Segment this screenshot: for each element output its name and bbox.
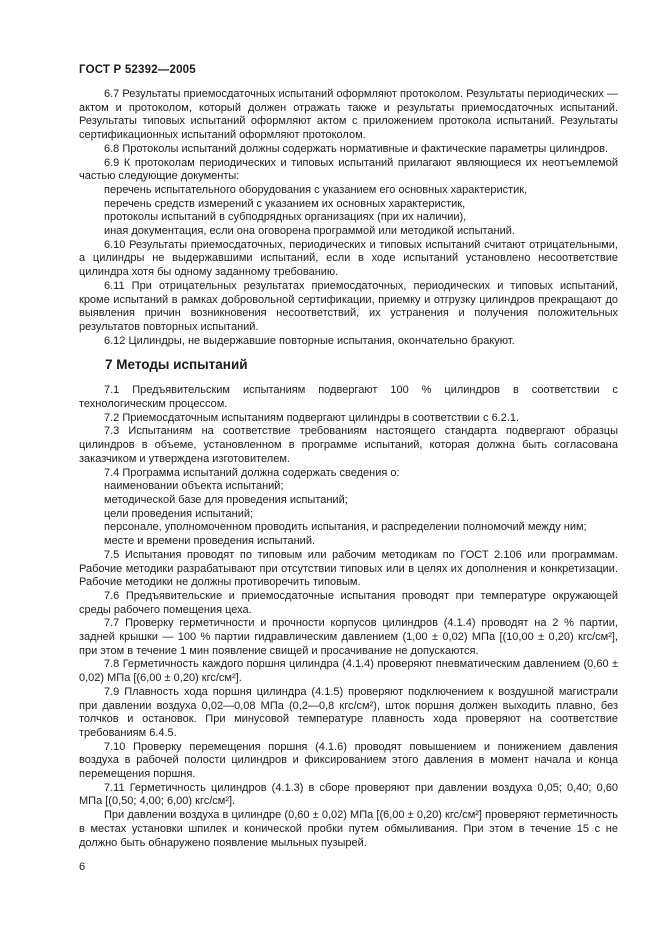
clause-7-10: 7.10 Проверку перемещения поршня (4.1.6) проводят повышением и понижением давления воздуха в рабочей полости цилиндров и фиксированием этого давления в момент начала и конца перемещения поршня. bbox=[79, 740, 618, 781]
clause-6-12: 6.12 Цилиндры, не выдержавшие повторные испытания, окончательно бракуют. bbox=[104, 334, 515, 347]
list-item: перечень средств измерений с указанием их основных характеристик, bbox=[104, 197, 466, 210]
clause-7-1: 7.1 Предъявительским испытаниям подвергают 100 % цилиндров в соответствии с технологическим процессом. bbox=[79, 384, 618, 411]
list-item: наименовании объекта испытаний; bbox=[104, 480, 284, 493]
clause-7-7: 7.7 Проверку герметичности и прочности корпусов цилиндров (4.1.4) проводят на 2 % партии, задней крышки — 100 % партии гидравлическим давлением (1,00 ± 0,02) МПа [(10,00 ± 0,20) кгс/см²], при этом в течение 1 мин появление свищей и просачивание не допускаются. bbox=[79, 617, 618, 657]
clause-7-5: 7.5 Испытания проводят по типовым или рабочим методикам по ГОСТ 2.106 или программам. Рабочие методики разрабатывают при отсутствии типовых или в целях их дополнения и конкретизации. Рабочие методики не должны противоречить типовым. bbox=[79, 548, 618, 589]
clause-6-11: 6.11 При отрицательных результатах приемосдаточных, периодических и типовых испытаний, кроме испытаний в рамках добровольной сертификации, приемку и отгрузку цилиндров прекращают до выявления причин возникновения несоответствий, их устранения и получения положительных результатов повторных испытаний. bbox=[79, 279, 618, 333]
clause-7-4: 7.4 Программа испытаний должна содержать сведения о: bbox=[104, 466, 400, 479]
clause-7-11: 7.11 Герметичность цилиндров (4.1.3) в сборе проверяют при давлении воздуха 0,05; 0,40; 0,60 МПа [(0,50; 4,00; 6,00) кгс/см²]. bbox=[79, 781, 618, 808]
list-item: персонале, уполномоченном проводить испытания, и распределении полномочий между ним; bbox=[104, 521, 587, 534]
clause-6-8: 6.8 Протоколы испытаний должны содержать нормативные и фактические параметры цилиндров. bbox=[104, 142, 609, 155]
list-item: протоколы испытаний в субподрядных организациях (при их наличии), bbox=[104, 211, 467, 224]
page-number: 6 bbox=[79, 861, 86, 873]
clause-7-3: 7.3 Испытаниям на соответствие требованиям настоящего стандарта подвергают образцы цилиндров в объеме, установленном в программе испытаний, которая должна быть согласована заказчиком и утверждена изготовителем. bbox=[79, 425, 618, 465]
list-item: методической базе для проведения испытаний; bbox=[104, 493, 348, 506]
clause-7-2: 7.2 Приемосдаточным испытаниям подвергают цилиндры в соответствии с 6.2.1. bbox=[104, 411, 520, 424]
clause-6-7: 6.7 Результаты приемосдаточных испытаний оформляют протоколом. Результаты периодических — актом и протоколом, который должен отражать также и результаты приемосдаточных испытаний. Результаты типовых испытаний оформляют актом с приложением протокола испытаний. Результаты сертификационных испытаний оформляют протоколом. bbox=[79, 88, 618, 142]
clause-7-9: 7.9 Плавность хода поршня цилиндра (4.1.5) проверяют подключением к воздушной магистрали при давлении воздуха 0,02—0,08 МПа (0,2—0,8 кгс/см²), шток поршня должен выходить плавно, без толчков и остановок. При минусовой температуре плавность хода проверяют на соответствие требованиям 6.4.5. bbox=[79, 685, 618, 739]
page-content bbox=[79, 88, 618, 850]
doc-header: ГОСТ Р 52392—2005 bbox=[79, 64, 196, 76]
clause-6-10: 6.10 Результаты приемосдаточных, периодических и типовых испытаний считают отрицательными, а цилиндры не выдержавшими испытаний, если в ходе испытаний установлено несоответствие цилиндра хотя бы одному заданному требованию. bbox=[79, 238, 618, 279]
list-item: месте и времени проведения испытаний. bbox=[104, 535, 316, 548]
clause-7-6: 7.6 Предъявительские и приемосдаточные испытания проводят при температуре окружающей среды рабочего помещения цеха. bbox=[79, 589, 618, 616]
list-item: перечень испытательного оборудования с указанием его основных характеристик, bbox=[104, 183, 528, 196]
list-item: иная документация, если она оговорена программой или методикой испытаний. bbox=[104, 225, 515, 238]
clause-7-11-note: При давлении воздуха в цилиндре (0,60 ± 0,02) МПа [(6,00 ± 0,20) кгс/см²] проверяют герметичность в местах установки шпилек и конической пробки путем обмыливания. При этом в течение 15 с не должно быть обнаружено появление мыльных пузырей. bbox=[79, 809, 618, 849]
list-item: цели проведения испытаний; bbox=[104, 507, 254, 520]
clause-6-9: 6.9 К протоколам периодических и типовых испытаний прилагают являющиеся их неотъемлемой частью следующие документы: bbox=[79, 156, 618, 183]
section-7-heading: 7 Методы испытаний bbox=[105, 357, 248, 373]
clause-7-8: 7.8 Герметичность каждого поршня цилиндра (4.1.4) проверяют пневматическим давлением (0,60 ± 0,02) МПа [(6,00 ± 0,20) кгс/см²]. bbox=[79, 658, 618, 685]
